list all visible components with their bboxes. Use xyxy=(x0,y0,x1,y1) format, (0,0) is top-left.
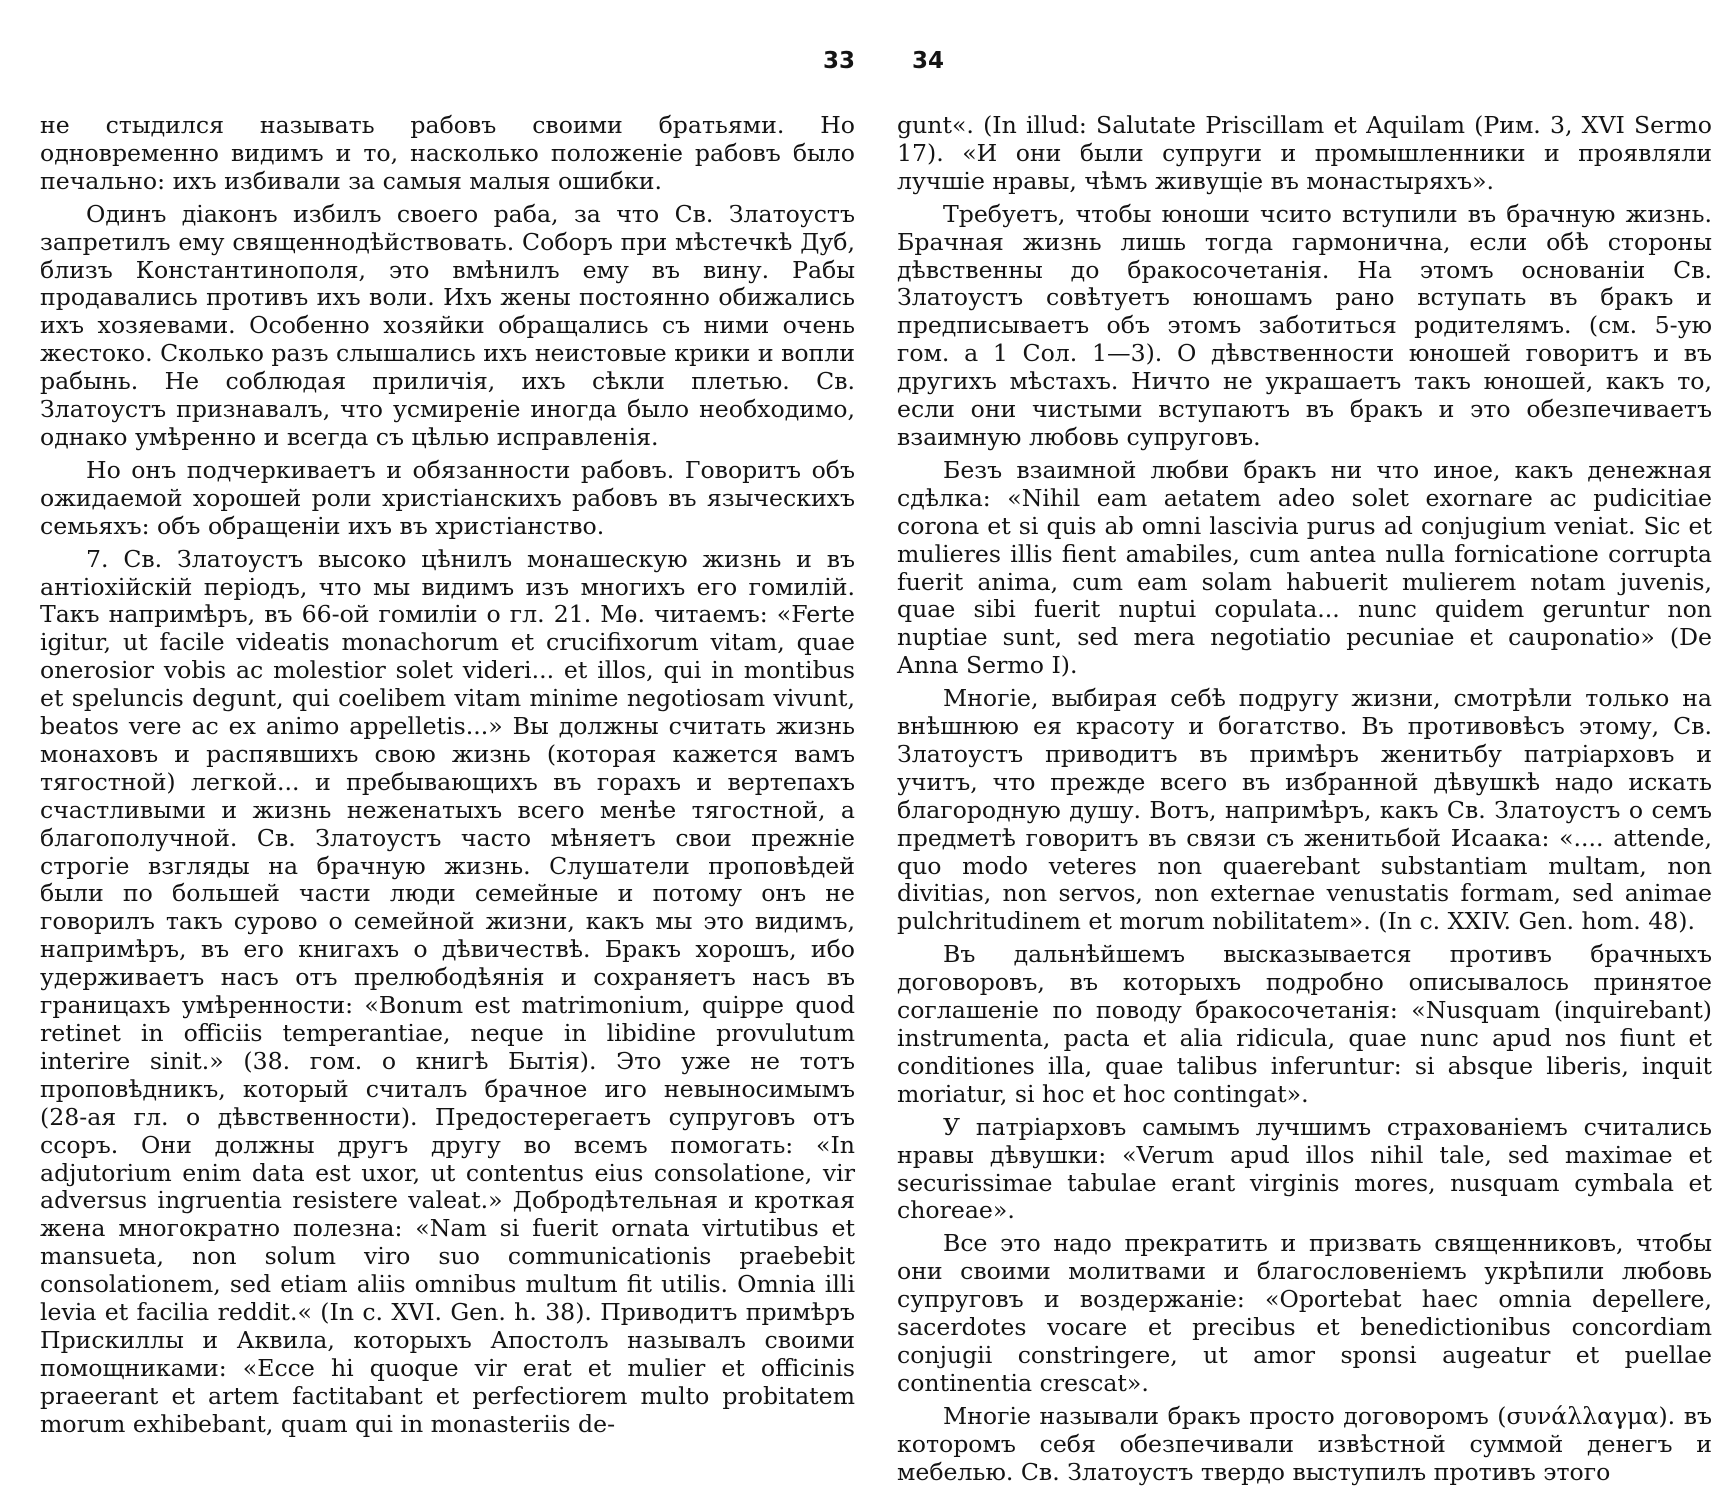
paragraph: Все это надо прекратить и призвать священниковъ, чтобы они своими молитвами и благословеніемъ укрѣпили любовь супруговъ и воздержаніе: «Oportebat haec omnia depellere, sacerdotes vocare et precibus et benedictionibus concordiam conjugii constringere, ut amor sponsi augeatur et puellae continentia crescat». xyxy=(897,1229,1712,1397)
page-text xyxy=(40,112,855,1444)
page-number: 34 xyxy=(912,48,945,74)
paragraph: Безъ взаимной любви бракъ ни что иное, какъ денежная сдѣлка: «Nihil eam aetatem adeo solet exornare ac pudicitiae corona et si quis ab omni lascivia purus ad conjugium veniat. Sic et mulieres illis fient amabiles, cum antea nulla fornicatione corrupta fuerit anima, cum eam solam habuerit mulierem notam juvenis, quae sibi fuerit nuptui copulata... nunc quidem geruntur non nuptiae sunt, sed mera negotiatio pecuniae et cauponatio» (De Anna Sermo I). xyxy=(897,455,1712,680)
paragraph: Требуетъ, чтобы юноши чсито вступили въ брачную жизнь. Брачная жизнь лишь тогда гармонична, если обѣ стороны дѣвственны до бракосочетанія. На этомъ основаніи Св. Златоустъ совѣтуетъ юношамъ рано вступать въ бракъ и предписываетъ объ этомъ заботиться родителямъ. (см. 5-ую гом. а 1 Сол. 1—3). О дѣвственности юношей говоритъ и въ другихъ мѣстахъ. Ничто не украшаетъ такъ юношей, какъ то, если они чистыми вступаютъ въ бракъ и это обезпечиваетъ взаимную любовь супруговъ. xyxy=(897,199,1712,451)
left-page xyxy=(40,0,855,1500)
paragraph: gunt«. (In illud: Salutate Priscillam et Aquilam (Рим. 3, XVI Sermo 17). «И они были супруги и промышленники и проявляли лучшіе нравы, чѣмъ живущіе въ монастыряхъ». xyxy=(897,111,1712,195)
paragraph: не стыдился называть рабовъ своими братьями. Но одновременно видимъ и то, насколько положеніе рабовъ было печально: ихъ избивали за самыя малыя ошибки. xyxy=(40,111,855,195)
paragraph: Многіе называли бракъ просто договоромъ (συνάλλαγμα). въ которомъ себя обезпечивали извѣстной суммой денегъ и мебелью. Св. Златоустъ твердо выступилъ противъ этого xyxy=(897,1401,1712,1486)
paragraph: Но онъ подчеркиваетъ и обязанности рабовъ. Говоритъ объ ожидаемой хорошей роли христіанскихъ рабовъ въ языческихъ семьяхъ: объ обращеніи ихъ въ христіанство. xyxy=(40,455,855,540)
page-text xyxy=(897,112,1712,1492)
paragraph: Многіе, выбирая себѣ подругу жизни, смотрѣли только на внѣшнюю ея красоту и богатство. Въ противовѣсъ этому, Св. Златоустъ приводитъ въ примѣръ женитьбу патріарховъ и учитъ, что прежде всего въ избранной дѣвушкѣ надо искать благородную душу. Вотъ, напримѣръ, какъ Св. Златоустъ о семъ предметѣ говоритъ въ связи съ женитьбой Исаака: «.... attende, quo modo veteres non quaerebant substantiam multam, non divitias, non servos, non externae venustatis formam, sed animae pulchritudinem et morum nobilitatem». (In c. XXIV. Gen. hom. 48). xyxy=(897,684,1712,936)
page-number: 33 xyxy=(822,48,855,74)
paragraph: Одинъ діаконъ избилъ своего раба, за что Св. Златоустъ запретилъ ему священнодѣйствовать. Соборъ при мѣстечкѣ Дуб, близъ Константинополя, это вмѣнилъ ему въ вину. Рабы продавались противъ ихъ воли. Ихъ жены постоянно обижались ихъ хозяевами. Особенно хозяйки обращались съ ними очень жестоко. Сколько разъ слышались ихъ неистовые крики и вопли рабынь. Не соблюдая приличія, ихъ сѣкли плетью. Св. Златоустъ признавалъ, что усмиреніе иногда было необходимо, однако умѣренно и всегда съ цѣлью исправленія. xyxy=(40,199,855,451)
right-page xyxy=(897,0,1712,1500)
paragraph: 7. Св. Златоустъ высоко цѣнилъ монашескую жизнь и въ антіохійскій періодъ, что мы видимъ изъ многихъ его гомилій. Такъ напримѣръ, въ 66-ой гомиліи о гл. 21. Мѳ. читаемъ: «Ferte igitur, ut facile videatis monachorum et crucifixorum vitam, quae onerosior vobis ac molestior solet videri... et illos, qui in montibus et speluncis degunt, qui coelibem vitam minime negotiosam vivunt, beatos vere ac ex animo appelletis...» Вы должны считать жизнь монаховъ и распявшихъ свою жизнь (которая кажется вамъ тягостной) легкой... и пребывающихъ въ горахъ и вертепахъ счастливыми и жизнь неженатыхъ всего менѣе тягостной, а благополучной. Св. Златоустъ часто мѣняетъ свои прежніе строгіе взгляды на брачную жизнь. Слушатели проповѣдей были по большей части люди семейные и потому онъ не говорилъ такъ сурово о семейной жизни, какъ мы это видимъ, напримѣръ, въ его книгахъ о дѣвичествѣ. Бракъ хорошъ, ибо удерживаетъ насъ отъ прелюбодѣянія и сохраняетъ насъ въ границахъ умѣренности: «Bonum est matrimonium, quippe quod retinet in officiis temperantiae, neque in libidine provulutum interire sinit.» (38. гом. о книгѣ Бытія). Это уже не тотъ проповѣдникъ, который считалъ брачное иго невыносимымъ (28-ая гл. о дѣвственности). Предостерегаетъ супруговъ отъ ссоръ. Они должны другъ другу во всемъ помогать: «In adjutorium enim data est uxor, ut contentus eius consolatione, vir adversus ingruentia resistere valeat.» Добродѣтельная и кроткая жена многократно полезна: «Nam si fuerit ornata virtutibus et mansueta, non solum viro suo communicationis praebebit consolationem, sed etiam aliis omnibus multum fit utilis. Omnia illi levia et facilia reddit.« (In c. XVI. Gen. h. 38). Приводитъ примѣръ Прискиллы и Аквила, которыхъ Апостолъ называлъ своими помощниками: «Ecce hi quoque vir erat et mulier et officinis praeerant et artem factitabant et perfectiorem multo probitatem morum exhibebant, quam qui in monasteriis de- xyxy=(40,544,855,1438)
paragraph: У патріарховъ самымъ лучшимъ страхованіемъ считались нравы дѣвушки: «Verum apud illos nihil tale, sed maximae et securissimae tabulae erant virginis mores, nusquam cymbala et choreae». xyxy=(897,1112,1712,1225)
paragraph: Въ дальнѣйшемъ высказывается противъ брачныхъ договоровъ, въ которыхъ подробно описывалось принятое соглашеніе по поводу бракосочетанія: «Nusquam (inquirebant) instrumenta, pacta et alia ridicula, quae nunc apud nos fiunt et conditiones illa, quae talibus inferuntur: si absque liberis, inquit moriatur, si hoc et hoc contingat». xyxy=(897,940,1712,1108)
